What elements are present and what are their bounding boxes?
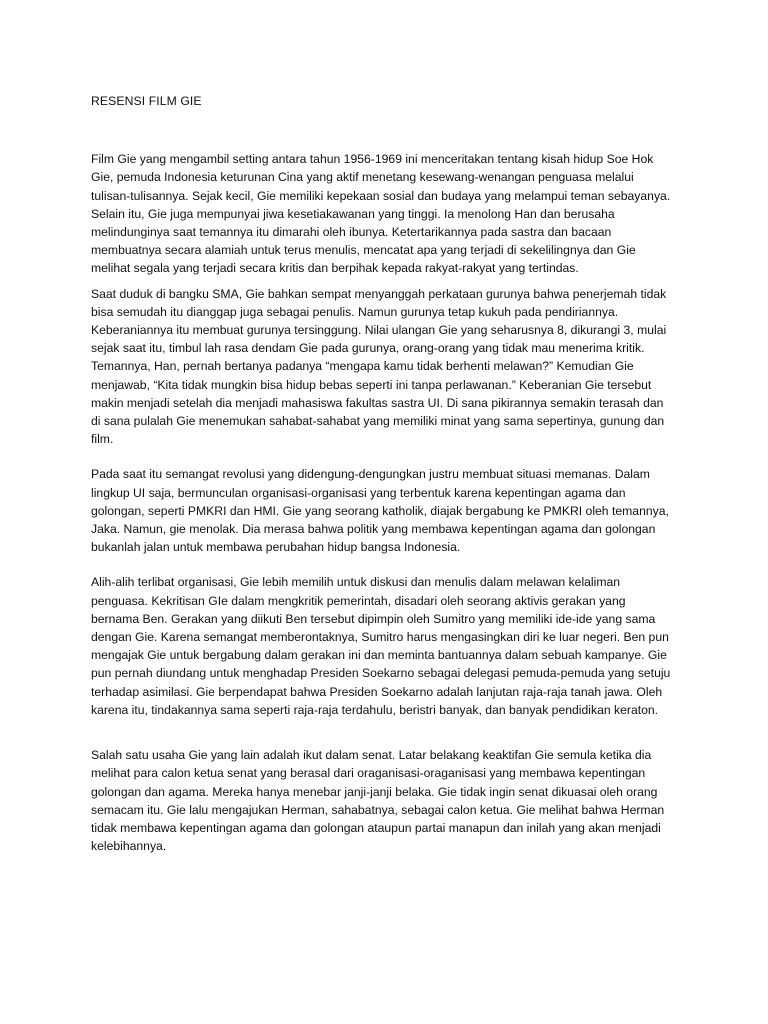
paragraph-3: Pada saat itu semangat revolusi yang didengung-dengungkan justru membuat situasi memanas. Dalam lingkup UI saja, bermunculan organisasi-organisasi yang terbentuk karena kepentingan agama dan golongan, seperti PMKRI dan HMI. Gie yang seorang katholik, diajak bergabung ke PMKRI oleh temannya, Jaka. Namun, gie menolak. Dia merasa bahwa politik yang membawa kepentingan agama dan golongan bukanlah jalan untuk membawa perubahan hidup bangsa Indonesia. xyxy=(91,467,669,555)
document-title: RESENSI FILM GIE xyxy=(91,94,202,108)
paragraph-2: Saat duduk di bangku SMA, Gie bahkan sempat menyanggah perkataan gurunya bahwa penerjemah tidak bisa semudah itu dianggap juga sebagai penulis. Namun gurunya tetap kukuh pada pendiriannya. Keberaniannya itu membuat gurunya tersinggung. Nilai ulangan Gie yang seharusnya 8, dikurangi 3, mulai sejak saat itu, timbul lah rasa dendam Gie pada gurunya, orang-orang yang tidak mau menerima kritik. Temannya, Han, pernah bertanya padanya “mengapa kamu tidak berhenti melawan?” Kemudian Gie menjawab, “Kita tidak mungkin bisa hidup bebas seperti ini tanpa perlawanan.” Keberanian Gie tersebut makin menjadi setelah dia menjadi mahasiswa fakultas sastra UI. Di sana pikirannya semakin terasah dan di sana pulalah Gie menemukan sahabat-sahabat yang memiliki minat yang sama sepertinya, gunung dan film. xyxy=(91,286,667,447)
paragraph-5: Salah satu usaha Gie yang lain adalah ikut dalam senat. Latar belakang keaktifan Gie semula ketika dia melihat para calon ketua senat yang berasal dari oraganisasi-oraganisasi yang membawa kepentingan golongan dan agama. Mereka hanya menebar janji-janji belaka. Gie tidak ingin senat dikuasai oleh orang semacam itu. Gie lalu mengajukan Herman, sahabatnya, sebagai calon ketua. Gie melihat bahwa Herman tidak membawa kepentingan agama dan golongan ataupun partai manapun dan inilah yang akan menjadi kelebihannya. xyxy=(91,748,665,854)
document-body xyxy=(91,92,676,855)
paragraph-1: Film Gie yang mengambil setting antara tahun 1956-1969 ini menceritakan tentang kisah hidup Soe Hok Gie, pemuda Indonesia keturunan Cina yang aktif menetang kesewang-wenangan penguasa melalui tulisan-tulisannya. Sejak kecil, Gie memiliki kepekaan sosial dan budaya yang melampui teman sebayanya. Selain itu, Gie juga mempunyai jiwa kesetiakawanan yang tinggi. Ia menolong Han dan berusaha melindunginya saat temannya itu dimarahi oleh ibunya. Ketertarikannya pada sastra dan bacaan membuatnya secara alamiah untuk terus menulis, mencatat apa yang terjadi di sekelilingnya dan Gie melihat segala yang terjadi secara kritis dan berpihak kepada rakyat-rakyat yang tertindas. xyxy=(91,152,671,276)
paragraph-4: Alih-alih terlibat organisasi, Gie lebih memilih untuk diskusi dan menulis dalam melawan kelaliman penguasa. Kekritisan GIe dalam mengkritik pemerintah, disadari oleh seorang aktivis gerakan yang bernama Ben. Gerakan yang diikuti Ben tersebut dipimpin oleh Sumitro yang memiliki ide-ide yang sama dengan Gie. Karena semangat memberontaknya, Sumitro harus mengasingkan diri ke luar negeri. Ben pun mengajak Gie untuk bergabung dalam gerakan ini dan meminta bantuannya dalam sebuah kampanye. Gie pun pernah diundang untuk menghadap Presiden Soekarno sebagai delegasi pemuda-pemuda yang setuju terhadap asimilasi. Gie berpendapat bahwa Presiden Soekarno adalah lanjutan raja-raja tanah jawa. Oleh karena itu, tindakannya sama seperti raja-raja terdahulu, beristri banyak, dan banyak pendidikan keraton. xyxy=(91,575,671,717)
